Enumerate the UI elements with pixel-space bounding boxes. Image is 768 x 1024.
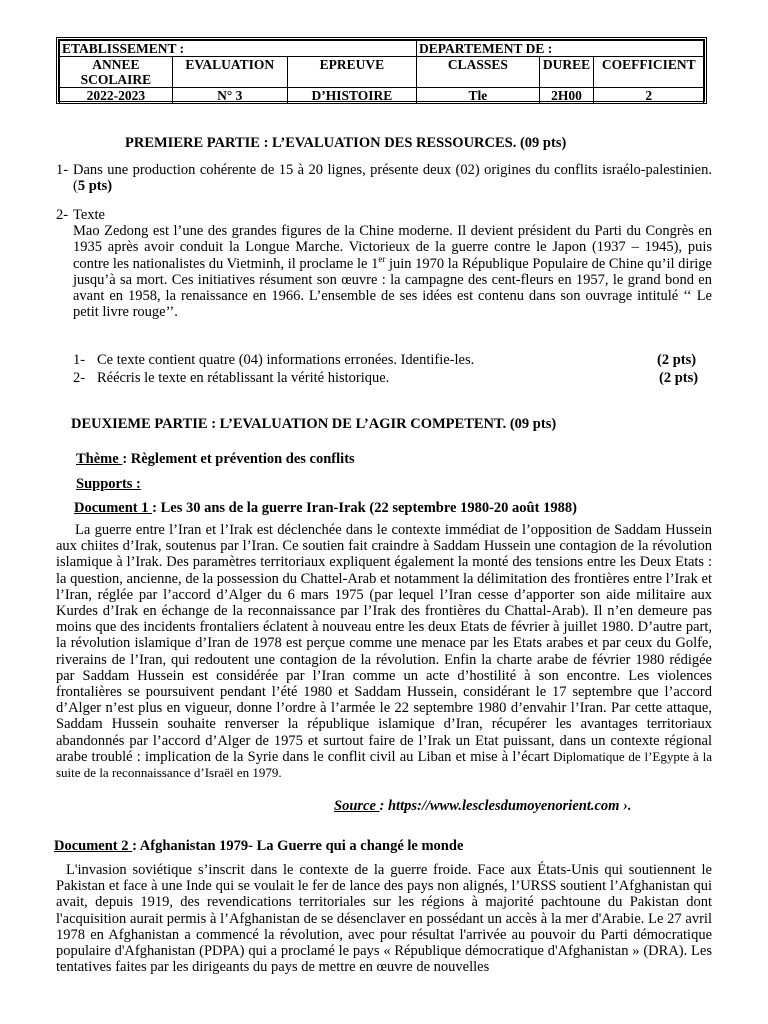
mao-text-superscript: er xyxy=(378,253,386,264)
subquestion-1-points: (2 pts) xyxy=(657,352,697,368)
mao-text xyxy=(73,223,712,320)
document-1-text-tail: Diplomatique de l’Egypte à la suite de la reconnaissance d’Israël en 1979. xyxy=(56,748,712,781)
subquestion-1-text: Ce texte contient quatre (04) informations erronées. Identifie-les. xyxy=(97,352,475,368)
etablissement-label: ETABLISSEMENT xyxy=(62,41,177,56)
departement-cell: DEPARTEMENT DE : xyxy=(417,41,704,57)
col-evaluation: EVALUATION xyxy=(172,57,287,88)
document-1-source xyxy=(334,798,632,814)
header-row-2 xyxy=(60,57,704,88)
col-coefficient: COEFFICIENT xyxy=(594,57,704,88)
supports-line xyxy=(76,476,141,492)
val-classes: Tle xyxy=(417,88,540,104)
source-text: : https://www.lesclesdumoyenorient.com ›. xyxy=(379,798,632,814)
col-annee: ANNEE SCOLAIRE xyxy=(60,57,173,88)
document-1-title: : Les 30 ans de la guerre Iran-Irak (22 septembre 1980-20 août 1988) xyxy=(152,500,577,516)
question-2-label: Texte xyxy=(73,207,105,223)
part1-title: PREMIERE PARTIE : L’EVALUATION DES RESSOURCES. (09 pts) xyxy=(125,135,567,151)
document-2-body: L'invasion soviétique s’inscrit dans le contexte de la guerre froide. Face aux États-Unis qui soutiennent le Pakistan et face à une Inde qui se voulait le fer de lance des pays non alignés, l’URSS soutient l’Afghanistan qui avait, depuis 1919, des revendications territoriales sur les régions à majorité pachtoune du Pakistan dont l'acquisition aurait permis à l’Afghanistan de se désenclaver en possédant un accès à la mer d'Arabie. Le 27 avril 1978 en Afghanistan a commencé la révolution, avec pour résultat l'arrivée au pouvoir du Parti démocratique populaire d'Afghanistan (PDPA) qui a proclamé le pays « République démocratique d'Afghanistan » (DRA). Les tentatives faites par les dirigeants du pays de mettre en œuvre de nouvelles xyxy=(56,862,712,976)
subquestion-1-number: 1- xyxy=(73,352,86,368)
val-epreuve: D’HISTOIRE xyxy=(287,88,416,104)
theme-line xyxy=(76,451,355,467)
question-1-number: 1- xyxy=(56,162,69,178)
source-label: Source xyxy=(334,798,380,814)
document-1-body xyxy=(56,522,712,781)
etablissement-cell xyxy=(60,41,417,57)
col-duree: DUREE xyxy=(539,57,594,88)
header-row-3 xyxy=(60,88,704,104)
col-epreuve: EPREUVE xyxy=(287,57,416,88)
document-2-title: : Afghanistan 1979- La Guerre qui a changé le monde xyxy=(132,838,464,854)
document-2-heading xyxy=(54,838,463,854)
val-duree: 2H00 xyxy=(539,88,594,104)
question-2-number: 2- xyxy=(56,207,69,223)
val-evaluation: N° 3 xyxy=(172,88,287,104)
theme-text: : Règlement et prévention des conflits xyxy=(122,451,355,467)
subquestion-1 xyxy=(73,352,713,369)
mao-text-part-b: juin 1970 la République Populaire de Chine qu’il dirige jusqu’à sa mort. Ces initiatives résument son œuvre : la campagne des cent-fleurs en 1957, le grand bond en avant en 1958, la renaissance en 1966. L’ensemble de ses idées est contenu dans son ouvrage intitulé ‘‘ Le petit livre rouge’’. xyxy=(73,255,712,321)
document-2-label: Document 2 xyxy=(54,838,133,854)
header-row-1 xyxy=(60,41,704,57)
header-table xyxy=(56,37,707,104)
theme-label: Thème xyxy=(76,451,123,467)
question-1-text: Dans une production cohérente de 15 à 20 lignes, présente deux (02) origines du conflits israélo-palestinien. ( xyxy=(73,162,712,195)
supports-label: Supports : xyxy=(76,476,141,492)
document-1-text: La guerre entre l’Iran et l’Irak est déclenchée dans le contexte immédiat de l’opposition de Saddam Hussein aux chiites d’Irak, soutenus par l’Iran. Ce soutien fait craindre à Saddam Hussein une contagion de la révolution islamique à l’Irak. Des paramètres territoriaux expliquent également la monté des tensions entre les Deux Etats : la question, ancienne, de la possession du Chattel-Arab et notamment la délimitation des frontières entre l’Irak et l’Iran, réglée par l’accord d’Alger du 6 mars 1975 (par lequel l’Iran cesse d’apporter son aide militaire aux Kurdes d’Irak en échange de la reconnaissance par l’Irak des frontières du Chattal-Arab). Il n’en demeure pas moins que des incidents frontaliers éclatent à nouveau entre les deux Etats de février à juillet 1980. D’autre part, la révolution islamique d’Iran de 1978 est perçue comme une menace par les Etats arabes et par ceux du Golfe, riverains de l’Iran, qui redoutent une contagion de la révolution. Enfin la charte arabe de février 1980 rédigée par Saddam Hussein est considérée par l’Iran comme un acte d’hostilité à son encontre. Les violences frontalières se poursuivent pendant l’été 1980 et Saddam Hussein, considérant le 17 septembre que l’accord d’Alger n’est plus en vigueur, donne l’ordre à l’armée le 22 septembre 1980 d’envahir l’Iran. Par cette attaque, Saddam Hussein souhaite renverser la république islamique d’Iran, récupérer les avantages territoriaux abandonnés par l’accord d’Alger de 1975 et surtout faire de l’Irak un Etat puissant, dans un contexte régional arabe troublé : implication de la Syrie dans le conflit civil au Liban et mise à l’écart xyxy=(56,522,712,765)
question-1-points: 5 pts) xyxy=(77,178,113,195)
question-2 xyxy=(56,207,712,320)
subquestion-2-number: 2- xyxy=(73,370,86,386)
subquestion-2 xyxy=(73,370,713,387)
document-1-heading xyxy=(74,500,577,516)
question-1 xyxy=(56,162,712,194)
val-coefficient: 2 xyxy=(594,88,704,104)
val-annee: 2022-2023 xyxy=(60,88,173,104)
question-1-body xyxy=(73,162,712,194)
document-1-label: Document 1 xyxy=(74,500,153,516)
col-classes: CLASSES xyxy=(417,57,540,88)
part2-title: DEUXIEME PARTIE : L’EVALUATION DE L’AGIR COMPETENT. (09 pts) xyxy=(71,416,557,432)
subquestion-2-text: Réécris le texte en rétablissant la vérité historique. xyxy=(97,370,390,386)
subquestion-2-points: (2 pts) xyxy=(659,370,699,386)
etablissement-sep: : xyxy=(176,41,185,56)
mao-text-part-a: Mao Zedong est l’une des grandes figures de la Chine moderne. Il devient président du Parti du Congrès en 1935 après avoir conduit la Longue Marche. Victorieux de la guerre contre le Japon (1937 – 1945), puis contre les nationalistes du Vietminh, il proclame le 1 xyxy=(73,223,712,272)
